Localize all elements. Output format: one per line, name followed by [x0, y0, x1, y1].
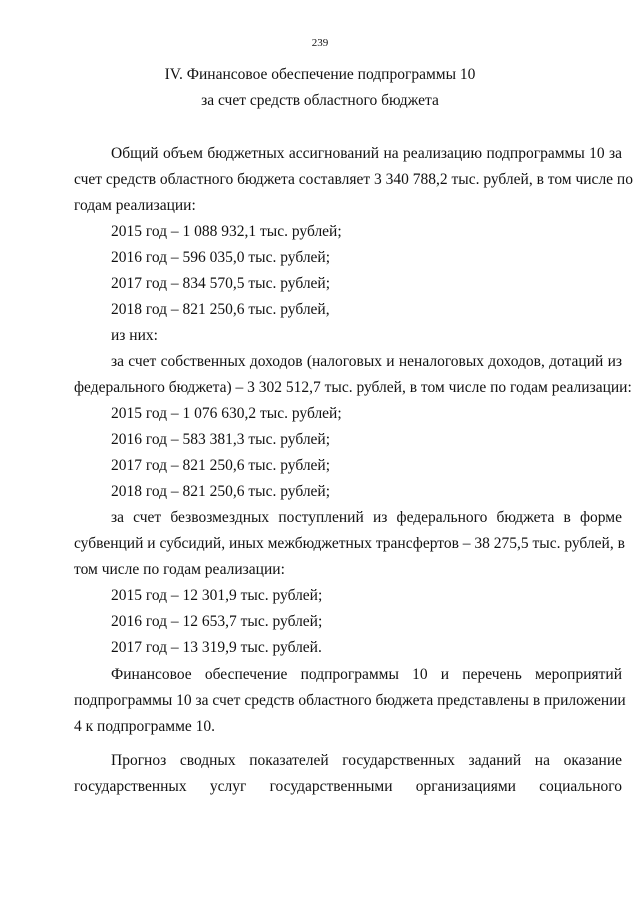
- paragraph-4-line-2: подпрограммы 10 за счет средств областного бюджета представлены в приложении: [74, 692, 626, 709]
- paragraph-2-line-2: федерального бюджета) – 3 302 512,7 тыс. рублей, в том числе по годам реализации:: [74, 379, 632, 396]
- section-heading-line-2: за счет средств областного бюджета: [201, 92, 439, 109]
- year-2017-total: 2017 год – 834 570,5 тыс. рублей;: [111, 275, 331, 292]
- section-heading-line-1: IV. Финансовое обеспечение подпрограммы 10: [164, 66, 476, 83]
- year-2018-total: 2018 год – 821 250,6 тыс. рублей,: [111, 301, 330, 318]
- year-2015-federal: 2015 год – 12 301,9 тыс. рублей;: [111, 587, 323, 604]
- paragraph-3-line-3: том числе по годам реализации:: [74, 561, 285, 578]
- year-2018-own: 2018 год – 821 250,6 тыс. рублей;: [111, 483, 331, 500]
- page-number: 239: [311, 37, 329, 49]
- paragraph-3-line-2: субвенций и субсидий, иных межбюджетных трансфертов – 38 275,5 тыс. рублей, в: [74, 535, 625, 552]
- year-2015-total: 2015 год – 1 088 932,1 тыс. рублей;: [111, 223, 342, 240]
- paragraph-3-line-1: за счет безвозмездных поступлений из федерального бюджета в форме: [111, 509, 622, 526]
- paragraph-1-line-3: годам реализации:: [74, 197, 196, 214]
- paragraph-5-line-1: Прогноз сводных показателей государственных заданий на оказание: [111, 752, 622, 769]
- year-2016-federal: 2016 год – 12 653,7 тыс. рублей;: [111, 613, 323, 630]
- paragraph-5-line-2: государственных услуг государственными организациями социального: [74, 778, 622, 795]
- paragraph-2-line-1: за счет собственных доходов (налоговых и неналоговых доходов, дотаций из: [111, 353, 622, 370]
- year-2017-federal: 2017 год – 13 319,9 тыс. рублей.: [111, 639, 322, 656]
- year-2015-own: 2015 год – 1 076 630,2 тыс. рублей;: [111, 405, 342, 422]
- year-2016-own: 2016 год – 583 381,3 тыс. рублей;: [111, 431, 331, 448]
- paragraph-4-line-3: 4 к подпрограмме 10.: [74, 718, 216, 735]
- year-2017-own: 2017 год – 821 250,6 тыс. рублей;: [111, 457, 331, 474]
- paragraph-4-line-1: Финансовое обеспечение подпрограммы 10 и перечень мероприятий: [111, 666, 622, 683]
- year-2016-total: 2016 год – 596 035,0 тыс. рублей;: [111, 249, 331, 266]
- of-them-label: из них:: [111, 327, 158, 344]
- paragraph-1-line-1: Общий объем бюджетных ассигнований на реализацию подпрограммы 10 за: [111, 145, 622, 162]
- paragraph-1-line-2: счет средств областного бюджета составляет 3 340 788,2 тыс. рублей, в том числе по: [74, 171, 633, 188]
